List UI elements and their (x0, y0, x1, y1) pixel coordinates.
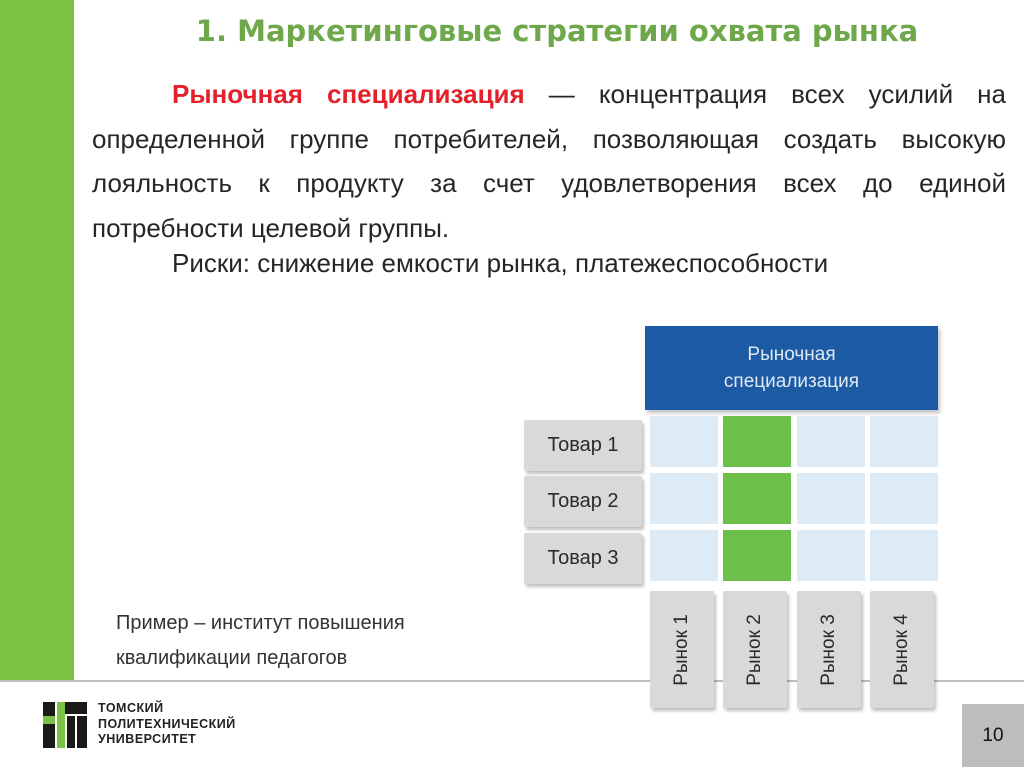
column-label-text: Рынок 2 (744, 613, 766, 686)
column-label-text: Рынок 4 (891, 613, 913, 686)
grid-cell (797, 473, 865, 524)
left-accent-bar (0, 0, 74, 680)
column-label-market-3 (797, 591, 861, 708)
column-label-text: Рынок 1 (671, 613, 693, 686)
grid-cell (870, 530, 938, 581)
grid-cell (650, 530, 718, 581)
grid-cell (870, 473, 938, 524)
definition-text: — концентрация всех усилий на определенной группе потребителей, позволяющая создать высокую лояльность к продукту за счет удовлетворения всех до единой потребности целевой группы. (92, 79, 1006, 243)
grid-cell (797, 530, 865, 581)
grid-cell-active (723, 473, 791, 524)
column-label-text: Рынок 3 (818, 613, 840, 686)
page-number: 10 (962, 704, 1024, 767)
grid-cell-active (723, 530, 791, 581)
example-text: Пример – институт повышения квалификации педагогов (116, 612, 405, 669)
university-name-line2: ПОЛИТЕХНИЧЕСКИЙ (98, 716, 236, 731)
row-label-product-2: Товар 2 (524, 476, 642, 527)
diagram-header (645, 326, 938, 410)
university-name (98, 701, 236, 748)
risks-text: Риски: снижение емкости рынка, платежеспособности (172, 248, 829, 278)
column-label-market-2 (723, 591, 787, 708)
definition-paragraph (92, 72, 1006, 250)
university-name-line3: УНИВЕРСИТЕТ (98, 732, 197, 746)
grid-cell (650, 416, 718, 467)
definition-term: Рыночная специализация (172, 79, 525, 109)
row-label-product-1: Товар 1 (524, 420, 642, 471)
grid-cell (650, 473, 718, 524)
grid-cell (870, 416, 938, 467)
column-label-market-1 (650, 591, 714, 708)
grid-cell-active (723, 416, 791, 467)
diagram-header-line1: Рыночная (747, 344, 836, 365)
grid-cell (797, 416, 865, 467)
column-label-market-4 (870, 591, 934, 708)
row-label-product-3: Товар 3 (524, 533, 642, 584)
tpu-logo-icon (43, 702, 89, 748)
diagram-header-line2: специализация (723, 371, 860, 392)
university-name-line1: ТОМСКИЙ (98, 701, 164, 715)
slide-title: 1. Маркетинговые стратегии охвата рынка (195, 14, 919, 48)
